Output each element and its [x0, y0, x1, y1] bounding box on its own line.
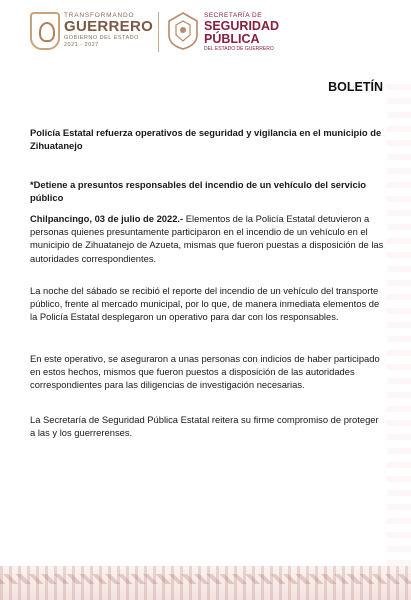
- paragraph-2: La noche del sábado se recibió el reporte del incendio de un vehículo del transporte público, frente al mercado municipal, por lo que, de manera inmediata elementos de la Policía Estatal desplegaron un operativo para dar con los responsables.: [30, 285, 380, 323]
- ssp-prefix: SECRETARÍA DE: [204, 12, 263, 19]
- ssp-emblem-icon: [166, 11, 200, 51]
- paragraph-1: [30, 212, 386, 265]
- gov-tagline: TRANSFORMANDO: [64, 12, 135, 19]
- footer-decorative-pattern: [0, 566, 411, 600]
- bulletin-title: BOLETÍN: [328, 80, 383, 94]
- ssp-logo-text: [204, 12, 304, 53]
- paragraph-3: En este operativo, se aseguraron a unas personas con indicios de haber participado en estos hechos, mismos que fueron puestos a disposición de las autoridades correspondientes para las diligencias de investigación necesarias.: [30, 353, 380, 391]
- document-header: [0, 0, 411, 80]
- gov-period: 2021 - 2027: [64, 42, 99, 48]
- header-divider: [158, 12, 159, 52]
- subheadline: *Detiene a presuntos responsables del incendio de un vehículo del servicio público: [30, 179, 367, 204]
- headline: Policía Estatal refuerza operativos de seguridad y vigilancia en el municipio de Zihuatanejo: [30, 127, 382, 152]
- side-decoration: [387, 80, 411, 566]
- ssp-name-line1: SEGURIDAD: [204, 19, 280, 33]
- government-logo-text: [64, 12, 156, 49]
- ssp-subtitle: DEL ESTADO DE GUERRERO: [204, 46, 274, 52]
- paragraph-4: La Secretaría de Seguridad Pública Estatal reitera su firme compromiso de proteger a las y los guerrerenses.: [30, 414, 379, 439]
- dateline: Chilpancingo, 03 de julio de 2022.-: [30, 213, 184, 224]
- paragraph-1-text: Elementos de la Policía Estatal detuvieron a personas quienes presuntamente participaron en el incendio de un vehículo en el municipio de Zihuatanejo de Azueta, mismas que fueron puestas a disposición de las autoridades correspondientes.: [30, 213, 384, 264]
- gov-name: GUERRERO: [64, 18, 154, 35]
- guerrero-seal-icon: [30, 12, 60, 50]
- ssp-name-line2: PÚBLICA: [204, 32, 260, 46]
- gov-subtitle: GOBIERNO DEL ESTADO: [64, 35, 139, 41]
